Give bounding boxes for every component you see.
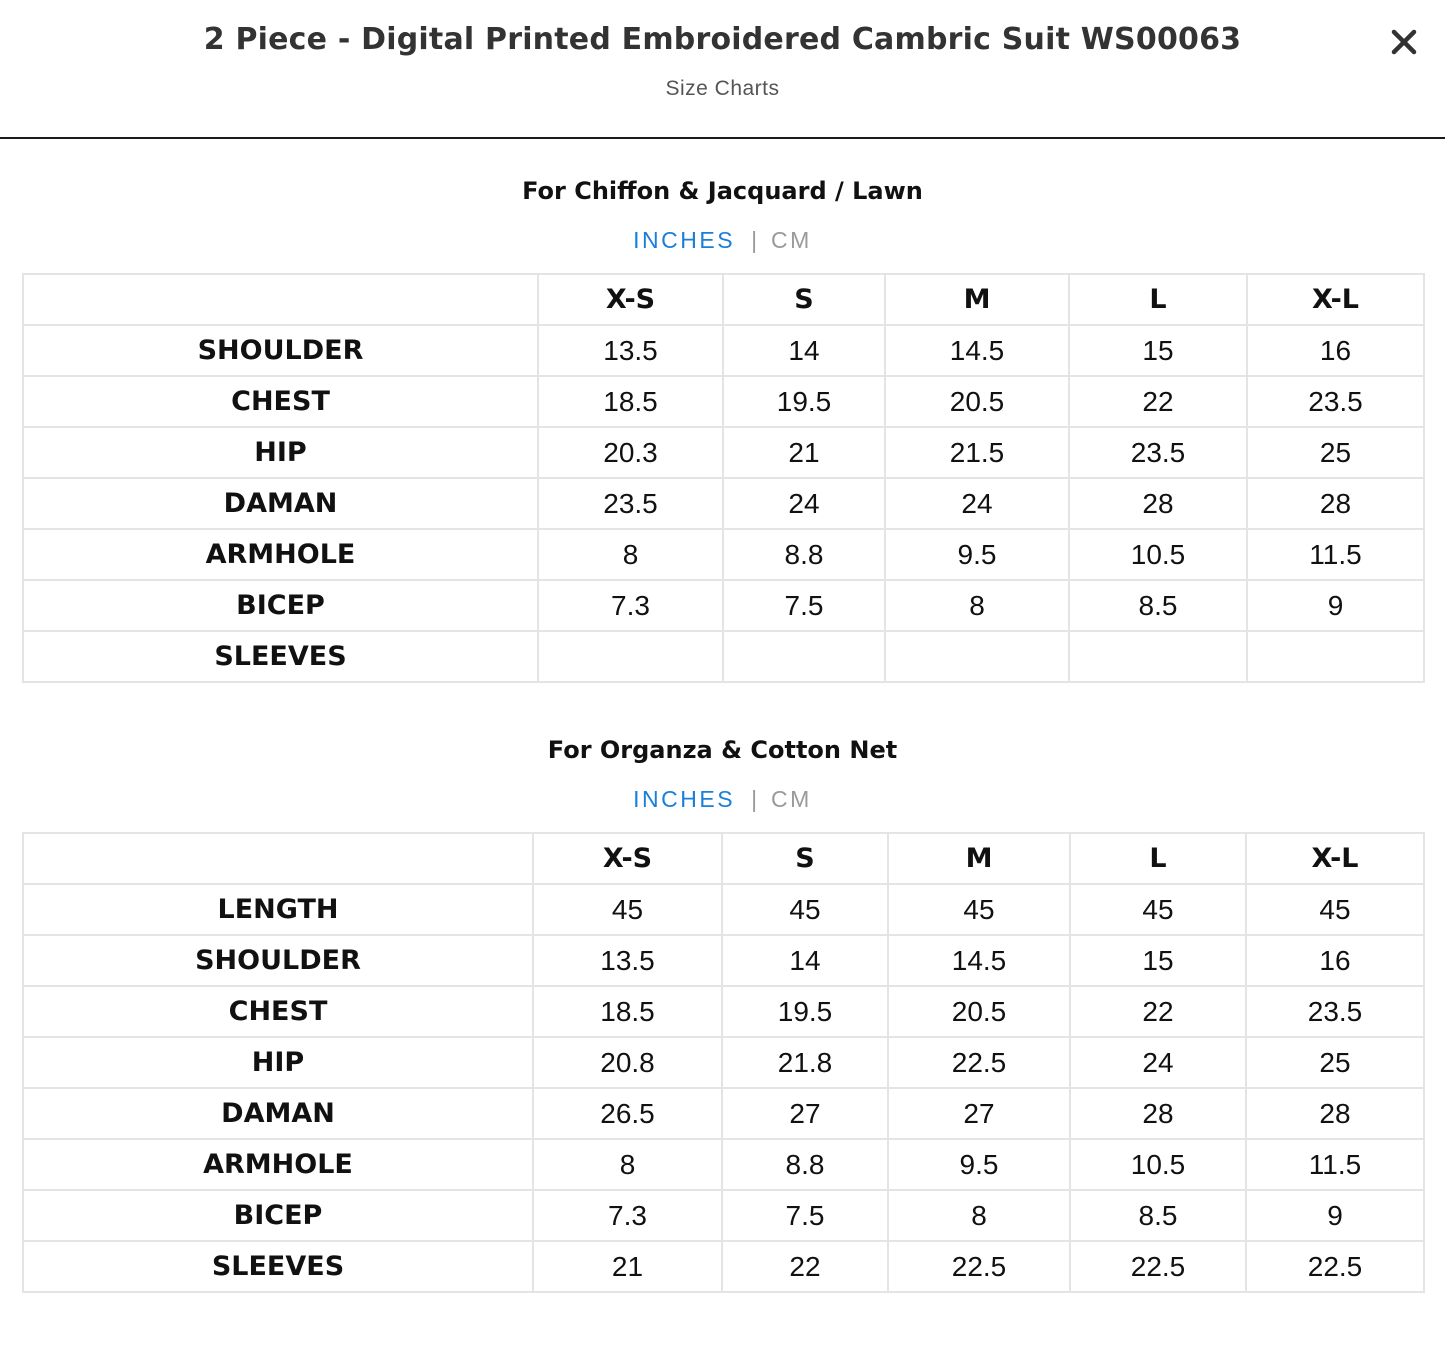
column-header: S — [723, 274, 885, 325]
table-cell: 23.5 — [538, 478, 723, 529]
row-label: ARMHOLE — [23, 529, 538, 580]
table-cell: 21 — [533, 1241, 722, 1292]
table-cell: 22 — [722, 1241, 888, 1292]
size-table-chiffon — [22, 273, 1425, 683]
table-header-row — [23, 833, 1424, 884]
table-cell: 21.5 — [885, 427, 1069, 478]
table-cell: 26.5 — [533, 1088, 722, 1139]
table-cell: 7.5 — [723, 580, 885, 631]
table-cell: 8.8 — [723, 529, 885, 580]
unit-cm-tab[interactable]: CM — [771, 786, 812, 812]
table-cell: 23.5 — [1246, 986, 1424, 1037]
size-chart-section-organza — [0, 735, 1445, 814]
table-cell: 18.5 — [538, 376, 723, 427]
size-chart-section-chiffon — [0, 176, 1445, 255]
table-cell: 16 — [1247, 325, 1424, 376]
table-row — [23, 1037, 1424, 1088]
table-cell — [1069, 631, 1247, 682]
table-cell: 45 — [1246, 884, 1424, 935]
unit-inches-tab[interactable]: INCHES — [633, 786, 736, 812]
row-label: HIP — [23, 427, 538, 478]
row-label: BICEP — [23, 1190, 533, 1241]
table-cell: 45 — [888, 884, 1070, 935]
close-icon[interactable] — [1384, 22, 1424, 62]
modal-subtitle: Size Charts — [665, 77, 780, 100]
table-cell: 8.5 — [1070, 1190, 1246, 1241]
table-cell: 24 — [1070, 1037, 1246, 1088]
table-cell — [538, 631, 723, 682]
table-row — [23, 1139, 1424, 1190]
table-cell: 15 — [1069, 325, 1247, 376]
table-cell: 14.5 — [885, 325, 1069, 376]
table-row — [23, 529, 1424, 580]
row-label: ARMHOLE — [23, 1139, 533, 1190]
table-cell: 24 — [885, 478, 1069, 529]
table-row — [23, 376, 1424, 427]
table-cell: 25 — [1246, 1037, 1424, 1088]
table-row — [23, 631, 1424, 682]
table-row — [23, 1088, 1424, 1139]
table-row — [23, 1190, 1424, 1241]
table-cell: 13.5 — [533, 935, 722, 986]
modal-title: 2 Piece - Digital Printed Embroidered Cambric Suit WS00063 — [203, 22, 1242, 57]
table-row — [23, 935, 1424, 986]
table-cell: 20.3 — [538, 427, 723, 478]
row-label: HIP — [23, 1037, 533, 1088]
table-row — [23, 478, 1424, 529]
unit-inches-tab[interactable]: INCHES — [633, 227, 736, 253]
row-label: SHOULDER — [23, 935, 533, 986]
table-cell: 14 — [722, 935, 888, 986]
table-cell: 45 — [722, 884, 888, 935]
row-label: CHEST — [23, 986, 533, 1037]
table-cell: 11.5 — [1246, 1139, 1424, 1190]
table-cell: 21 — [723, 427, 885, 478]
column-header: X-L — [1246, 833, 1424, 884]
table-cell: 19.5 — [722, 986, 888, 1037]
table-cell: 20.5 — [885, 376, 1069, 427]
row-label: DAMAN — [23, 478, 538, 529]
table-cell: 9.5 — [885, 529, 1069, 580]
table-cell: 9 — [1247, 580, 1424, 631]
table-cell: 8.5 — [1069, 580, 1247, 631]
column-header: M — [888, 833, 1070, 884]
table-cell: 8 — [888, 1190, 1070, 1241]
table-cell: 8 — [885, 580, 1069, 631]
table-cell: 45 — [533, 884, 722, 935]
table-cell: 8 — [533, 1139, 722, 1190]
row-label: SLEEVES — [23, 631, 538, 682]
column-header: M — [885, 274, 1069, 325]
table-cell — [1247, 631, 1424, 682]
column-header: S — [722, 833, 888, 884]
table-cell: 22.5 — [1246, 1241, 1424, 1292]
table-row — [23, 986, 1424, 1037]
column-header: L — [1069, 274, 1247, 325]
table-cell: 22 — [1070, 986, 1246, 1037]
table-cell: 13.5 — [538, 325, 723, 376]
table-row — [23, 580, 1424, 631]
table-cell: 22.5 — [888, 1241, 1070, 1292]
table-cell: 14 — [723, 325, 885, 376]
table-cell: 15 — [1070, 935, 1246, 986]
table-row — [23, 1241, 1424, 1292]
table-cell: 8.8 — [722, 1139, 888, 1190]
table-cell: 11.5 — [1247, 529, 1424, 580]
unit-toggle — [0, 225, 1445, 255]
modal-header — [0, 0, 1445, 139]
table-cell: 20.5 — [888, 986, 1070, 1037]
table-cell: 28 — [1246, 1088, 1424, 1139]
column-header: X-S — [538, 274, 723, 325]
table-cell: 23.5 — [1069, 427, 1247, 478]
column-header: X-L — [1247, 274, 1424, 325]
table-cell: 27 — [888, 1088, 1070, 1139]
unit-cm-tab[interactable]: CM — [771, 227, 812, 253]
table-cell: 9.5 — [888, 1139, 1070, 1190]
table-cell: 8 — [538, 529, 723, 580]
table-cell: 14.5 — [888, 935, 1070, 986]
table-cell: 7.5 — [722, 1190, 888, 1241]
table-cell: 28 — [1070, 1088, 1246, 1139]
table-cell: 22.5 — [888, 1037, 1070, 1088]
table-cell: 19.5 — [723, 376, 885, 427]
close-button[interactable] — [1384, 22, 1424, 62]
table-cell: 18.5 — [533, 986, 722, 1037]
column-header — [23, 274, 538, 325]
column-header: L — [1070, 833, 1246, 884]
row-label: CHEST — [23, 376, 538, 427]
table-cell: 21.8 — [722, 1037, 888, 1088]
row-label: LENGTH — [23, 884, 533, 935]
unit-separator: | — [751, 227, 758, 253]
table-cell: 25 — [1247, 427, 1424, 478]
table-cell: 7.3 — [538, 580, 723, 631]
table-cell: 27 — [722, 1088, 888, 1139]
column-header — [23, 833, 533, 884]
section-title: For Organza & Cotton Net — [547, 736, 898, 764]
table-cell — [723, 631, 885, 682]
table-cell: 20.8 — [533, 1037, 722, 1088]
table-cell: 24 — [723, 478, 885, 529]
table-cell: 28 — [1069, 478, 1247, 529]
unit-separator: | — [751, 786, 758, 812]
table-cell: 45 — [1070, 884, 1246, 935]
table-cell: 22.5 — [1070, 1241, 1246, 1292]
row-label: SHOULDER — [23, 325, 538, 376]
table-row — [23, 325, 1424, 376]
table-cell: 16 — [1246, 935, 1424, 986]
size-table-organza — [22, 832, 1425, 1293]
table-header-row — [23, 274, 1424, 325]
table-cell: 28 — [1247, 478, 1424, 529]
table-cell: 7.3 — [533, 1190, 722, 1241]
row-label: DAMAN — [23, 1088, 533, 1139]
table-cell: 10.5 — [1070, 1139, 1246, 1190]
table-cell: 9 — [1246, 1190, 1424, 1241]
column-header: X-S — [533, 833, 722, 884]
table-cell: 10.5 — [1069, 529, 1247, 580]
row-label: SLEEVES — [23, 1241, 533, 1292]
table-cell: 23.5 — [1247, 376, 1424, 427]
table-cell — [885, 631, 1069, 682]
table-row — [23, 884, 1424, 935]
row-label: BICEP — [23, 580, 538, 631]
table-cell: 22 — [1069, 376, 1247, 427]
table-row — [23, 427, 1424, 478]
unit-toggle — [0, 784, 1445, 814]
section-title: For Chiffon & Jacquard / Lawn — [522, 177, 923, 205]
